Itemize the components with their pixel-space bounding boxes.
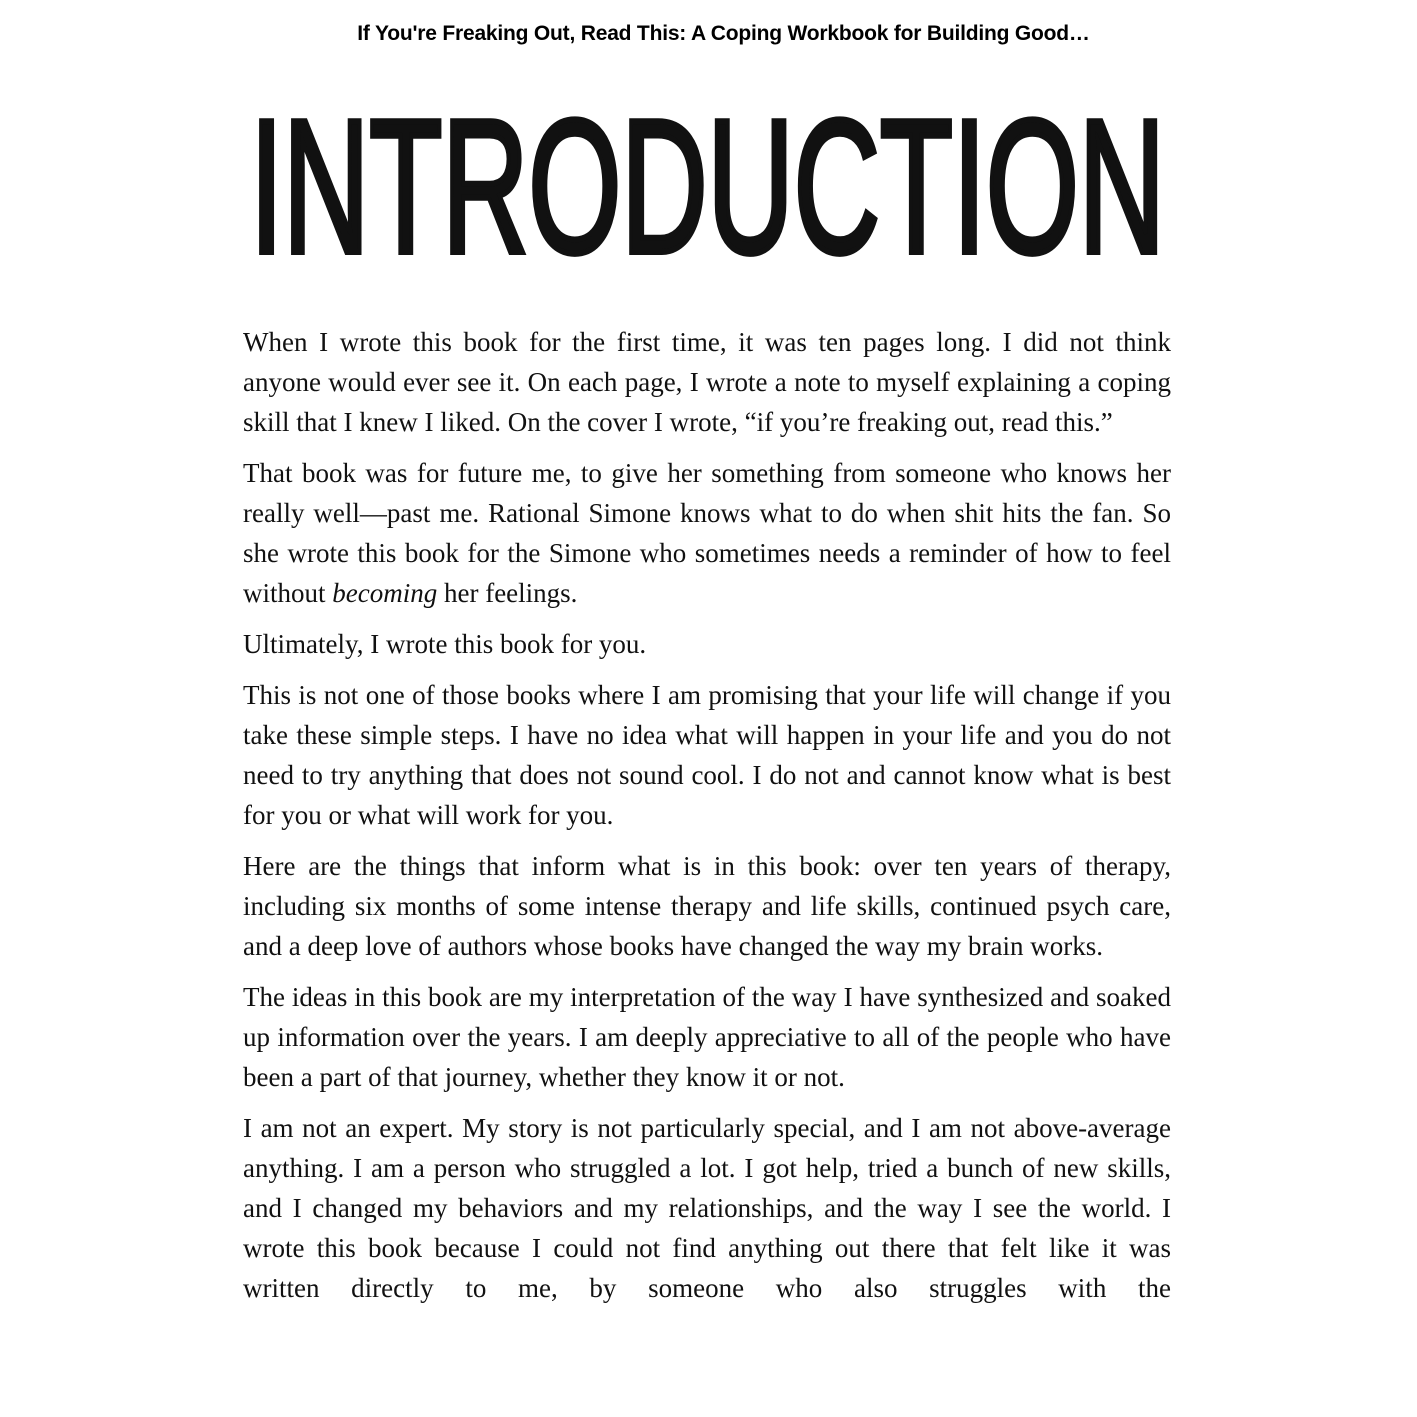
paragraph [243,453,1171,613]
paragraph-text: her feelings. [437,578,578,608]
chapter-title-lettering [245,92,1170,282]
chapter-title: INTRODUCTION [250,92,1165,282]
paragraph: Ultimately, I wrote this book for you. [243,629,647,659]
paragraph-text: That book was for future me, to give her something from someone who knows her really well—past me. Rational Simone knows what to do when shit hits the fan. So she wrote this book for the Simone who sometimes needs a reminder of how to feel without [243,458,1171,608]
emphasized-text: becoming [332,578,438,608]
paragraph: I am not an expert. My story is not particularly special, and I am not above-average anything. I am a person who struggled a lot. I got help, tried a bunch of new skills, and I changed my behaviors and my relationships, and the way I see the world. I wrote this book because I could not find anything out there that felt like it was written directly to me, by someone who also struggles with the [243,1113,1171,1303]
paragraph: This is not one of those books where I am promising that your life will change if you take these simple steps. I have no idea what will happen in your life and you do not need to try anything that does not sound cool. I do not and cannot know what is best for you or what will work for you. [243,680,1171,830]
paragraph: Here are the things that inform what is in this book: over ten years of therapy, including six months of some intense therapy and life skills, continued psych care, and a deep love of authors whose books have changed the way my brain works. [243,851,1171,961]
book-title-header: If You're Freaking Out, Read This: A Coping Workbook for Building Good… [357,22,1090,45]
paragraph: The ideas in this book are my interpretation of the way I have synthesized and soaked up information over the years. I am deeply appreciative to all of the people who have been a part of that journey, whether they know it or not. [243,982,1171,1092]
paragraph: When I wrote this book for the first time, it was ten pages long. I did not think anyone would ever see it. On each page, I wrote a note to myself explaining a coping skill that I knew I liked. On the cover I wrote, “if you’re freaking out, read this.” [243,327,1171,437]
chapter-body [243,322,1171,1319]
